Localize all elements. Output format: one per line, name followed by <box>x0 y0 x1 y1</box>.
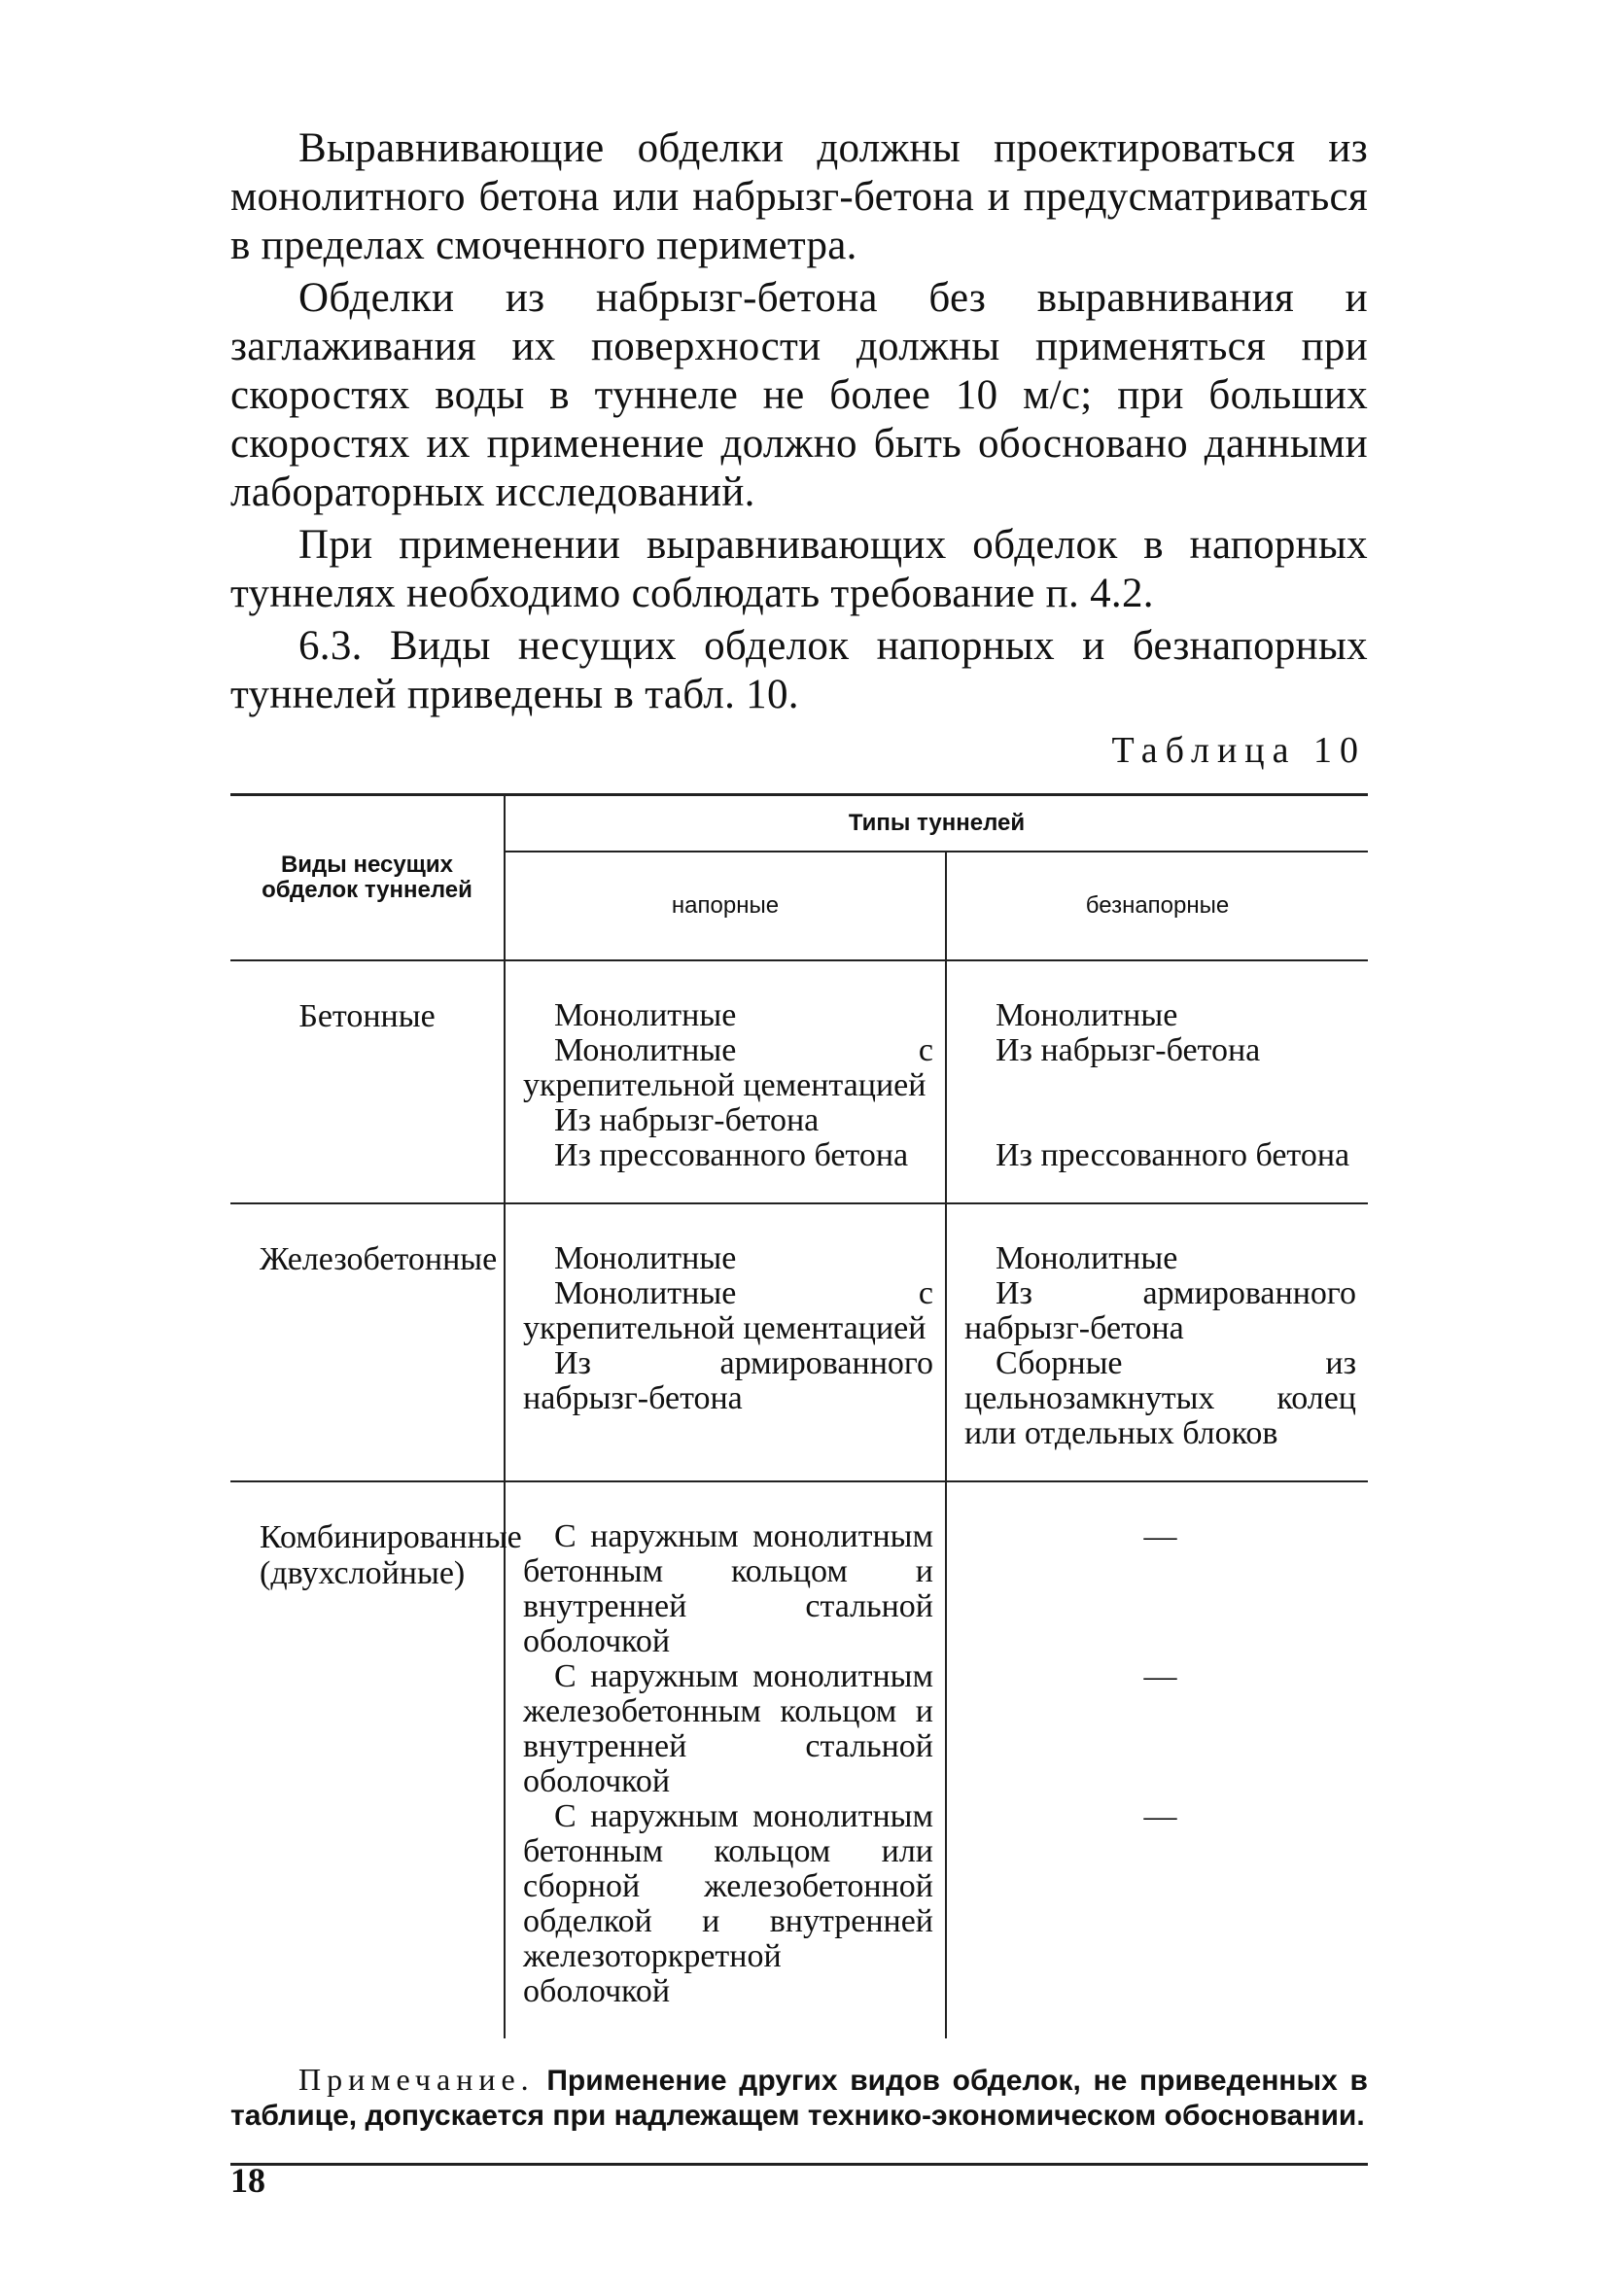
non-pressure-cell <box>946 1203 1368 1481</box>
cell-line: С наружным монолитным бетонным кольцом или сборной железобетонной обделкой и внутренней железоторкретной оболочкой <box>523 1798 933 2009</box>
header-non-pressure: безнапорные <box>1085 892 1230 919</box>
pressure-cell <box>505 960 946 1203</box>
cell-line: Из прессованного бетона <box>554 1137 909 1173</box>
cell-line: С наружным монолитным бетонным кольцом и внутренней стальной оболочкой <box>523 1518 933 1659</box>
cell-line: Монолитные с укрепительной цементацией <box>523 1032 933 1103</box>
cell-line: Из набрызг-бетона <box>996 1032 1261 1068</box>
non-pressure-cell <box>946 960 1368 1203</box>
paragraph: 6.3. Виды несущих обделок напорных и безнапорных туннелей приведены в табл. 10. <box>230 623 1368 717</box>
cell-line: Из армированного набрызг-бетона <box>964 1275 1357 1346</box>
table-row <box>230 960 1368 1203</box>
table-note <box>230 2062 1368 2134</box>
bottom-rule <box>230 2163 1368 2166</box>
note-label: Примечание. <box>298 2062 535 2097</box>
non-pressure-cell <box>946 1481 1368 2038</box>
cell-line: Сборные из цельнозамкнутых колец или отдельных блоков <box>964 1345 1357 1451</box>
header-kind: Виды несущих обделок туннелей <box>230 795 505 961</box>
cell-line: Монолитные <box>554 1240 737 1276</box>
paragraph: При применении выравнивающих обделок в напорных туннелях необходимо соблюдать требование п. 4.2. <box>230 522 1368 616</box>
dash: — <box>1143 1658 1177 1694</box>
cell-line: Монолитные <box>554 997 737 1033</box>
header-types: Типы туннелей <box>505 795 1368 852</box>
cell-line: С наружным монолитным железобетонным кольцом и внутренней стальной оболочкой <box>523 1658 933 1799</box>
header-pressure: напорные <box>505 852 946 960</box>
table-caption: Таблица 10 <box>1111 730 1366 771</box>
row-kind: Железобетонные <box>230 1203 505 1481</box>
note-text: Применение других видов обделок, не приведенных в таблице, допускается при надлежащем технико-экономическом обосновании. <box>230 2065 1368 2132</box>
cell-line: Из армированного набрызг-бетона <box>523 1345 933 1416</box>
pressure-cell <box>505 1481 946 2038</box>
cell-line: Монолитные с укрепительной цементацией <box>523 1275 933 1346</box>
table-row <box>230 1203 1368 1481</box>
dash: — <box>1143 1798 1177 1834</box>
paragraph: Обделки из набрызг-бетона без выравнивания и заглаживания их поверхности должны применяться при скоростях воды в туннеле не более 10 м/с; при больших скоростях их применение должно быть обосновано данными лабораторных исследований. <box>230 275 1368 515</box>
row-kind: Комбинированные (двухслойные) <box>230 1481 505 2038</box>
cell-line: Из прессованного бетона <box>996 1137 1350 1173</box>
cell-line: Монолитные <box>996 1240 1178 1276</box>
cell-line: Из набрызг-бетона <box>554 1102 820 1138</box>
dash: — <box>1143 1518 1177 1554</box>
pressure-cell <box>505 1203 946 1481</box>
cell-line: Монолитные <box>996 997 1178 1033</box>
page-number: 18 <box>230 2161 265 2200</box>
page-content <box>230 124 1368 2166</box>
paragraph: Выравнивающие обделки должны проектироваться из монолитного бетона или набрызг-бетона и предусматриваться в пределах смоченного периметра. <box>230 125 1368 268</box>
lining-types-table <box>230 793 1368 2038</box>
row-kind: Бетонные <box>230 960 505 1203</box>
table-row <box>230 1481 1368 2038</box>
